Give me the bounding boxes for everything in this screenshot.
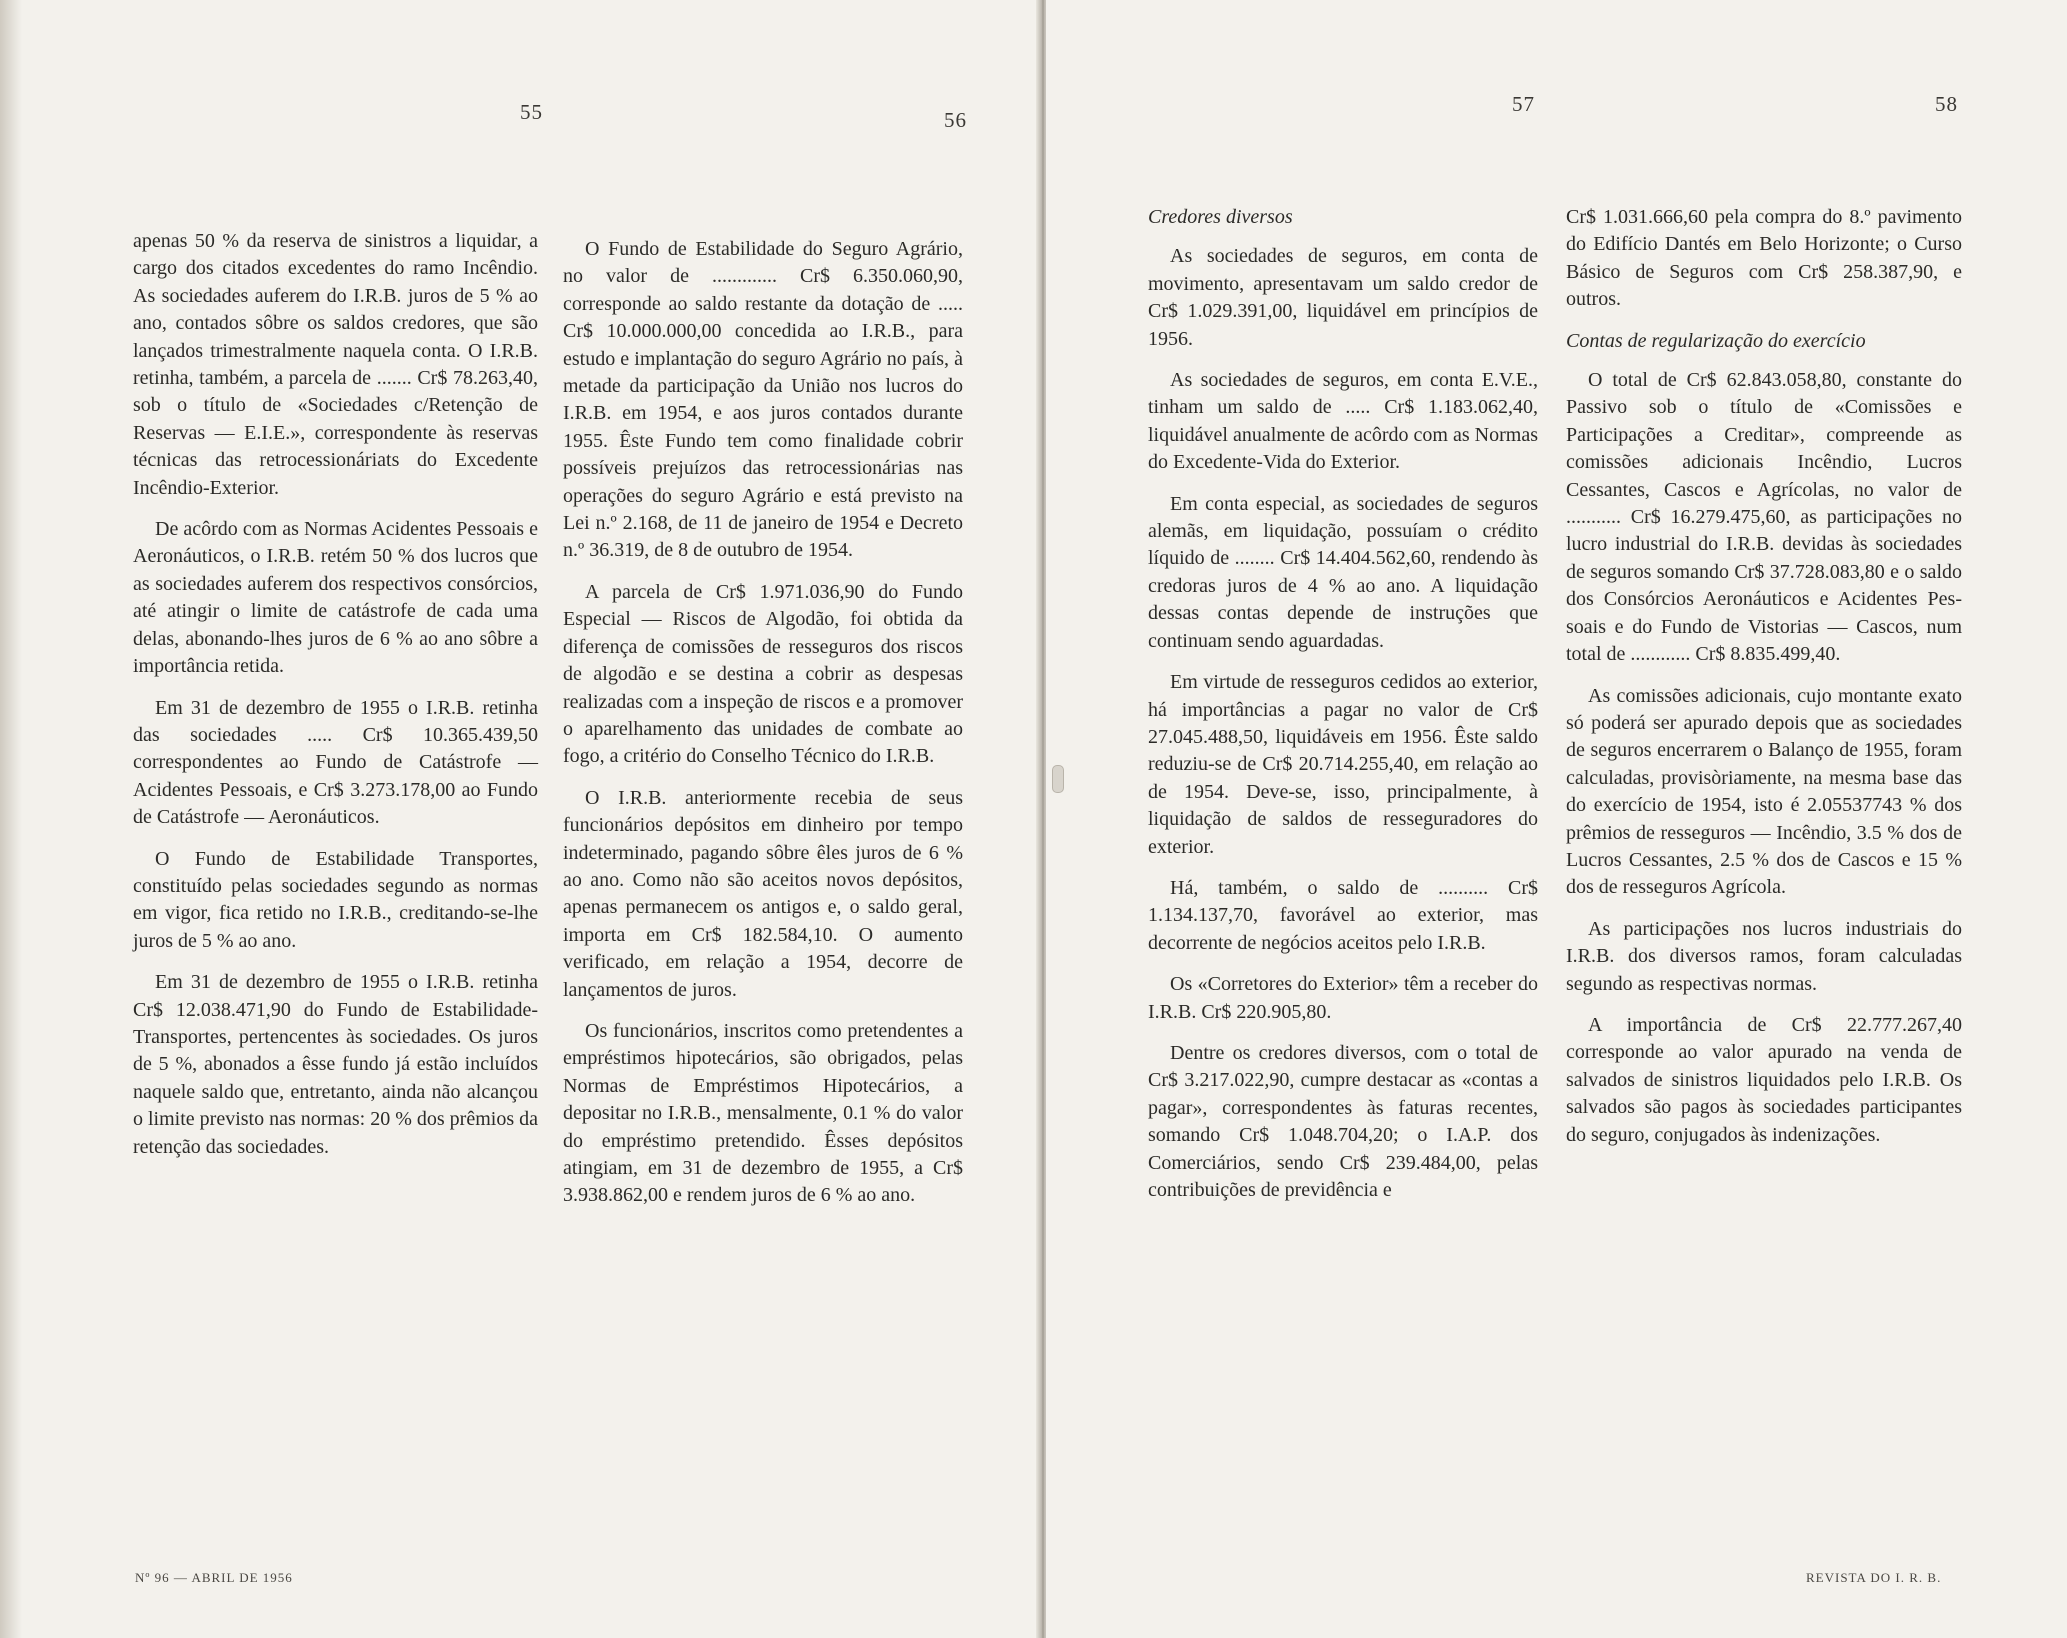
footer-journal: REVISTA DO I. R. B. (1806, 1570, 1942, 1585)
paragraph: Em 31 de dezembro de 1955 o I.R.B. retinha Cr$ 12.038.471,90 do Fundo de Estabilidade-Transportes, pertencentes às sociedades. Os juros de 5 %, abonados a êsse fundo já estão incluídos naquele saldo que, entretanto, ainda não alcançou o limite previsto nas normas: 20 % dos prêmios da retenção das sociedades. (133, 971, 538, 1158)
column-page-58 (1566, 204, 1962, 1163)
section-heading: Credores diversos (1148, 206, 1293, 228)
page-number-55: 55 (520, 100, 543, 124)
paragraph: Há, também, o saldo de .......... Cr$ 1.134.137,70, favorável ao exterior, mas decorrente de negócios aceitos pelo I.R.B. (1148, 876, 1538, 954)
paragraph: Os «Corretores do Exterior» têm a receber do I.R.B. Cr$ 220.905,80. (1148, 973, 1538, 1023)
paragraph: As participações nos lucros industriais do I.R.B. dos diversos ramos, foram calculadas segundo as respectivas normas. (1566, 917, 1962, 995)
paragraph: O total de Cr$ 62.843.058,80, constante do Passivo sob o título de «Comissões e Participações a Creditar», compreende as comissões adicionais Incêndio, Lucros Cessantes, Cascos e Agrícolas, no valor de ........... Cr$ 16.279.475,60, as participações no lucro industrial do I.R.B. devidas às sociedades de seguros somando Cr$ 37.728.083,80 e o saldo dos Consórcios Aeronáuticos e Acidentes Pessoais e do Fundo de Vistorias — Cascos, num total de ............ Cr$ 8.835.499,40. (1566, 369, 1962, 666)
column-page-55 (133, 228, 538, 1175)
paragraph: A parcela de Cr$ 1.971.036,90 do Fundo Especial — Riscos de Algodão, foi obtida da diferença de comissões de resseguros dos riscos de algodão e se destina a cobrir as despesas realizadas com a inspeção de riscos e a promover o aparelhamento das unidades de combate ao fogo, a critério do Conselho Técnico do I.R.B. (563, 580, 963, 768)
paragraph: Em virtude de resseguros cedidos ao exterior, há importâncias a pagar no valor de Cr$ 27.045.488,50, liquidáveis em 1956. Êste saldo reduziu-se de Cr$ 20.714.255,40, em relação ao de 1954. Deve-se, isso, principalmente, à liquidação de saldos de resseguradores do exterior. (1148, 671, 1538, 858)
paragraph: O Fundo de Estabilidade Transportes, constituído pelas sociedades segundo as normas em vigor, fica retido no I.R.B., creditando-se-lhe juros de 5 % ao ano. (133, 847, 538, 952)
paragraph: Em conta especial, as sociedades de seguros alemãs, em liquidação, possuíam o crédito líquido de ........ Cr$ 14.404.562,60, rendendo às credoras juros de 4 % ao ano. A liquidação dessas contas depende de instruções que continuam sendo aguardadas. (1148, 492, 1538, 652)
paragraph: O Fundo de Estabilidade do Seguro Agrário, no valor de ............. Cr$ 6.350.060,90, corresponde ao saldo restante da dotação de ..... Cr$ 10.000.000,00 concedida ao I.R.B., para estudo e implantação do seguro Agrário no país, à metade da participação da União nos lucros do I.R.B. em 1954, e aos juros contados durante 1955. Êste Fundo tem como finalidade cobrir possíveis prejuízos das retrocessionárias nas operações do seguro Agrário e está previsto na Lei n.º 2.168, de 11 de janeiro de 1954 e Decreto n.º 36.319, de 8 de outubro de 1954. (563, 238, 963, 562)
paragraph: As comissões adicionais, cujo montante exato só poderá ser apurado depois que as sociedades de seguros encerrarem o Balanço de 1955, foram calculadas, provisòriamente, na mesma base das do exercício de 1954, isto é 2.05537743 % dos prêmios de resseguros — Incêndio, 3.5 % dos de Lucros Cessantes, 2.5 % dos de Cascos e 15 % dos de resseguros Agrícola. (1566, 684, 1962, 899)
column-page-56 (563, 236, 963, 1224)
footer-issue: Nº 96 — ABRIL DE 1956 (135, 1570, 293, 1585)
paragraph: Em 31 de dezembro de 1955 o I.R.B. retinha das sociedades ..... Cr$ 10.365.439,50 correspondentes ao Fundo de Catástrofe — Acidentes Pessoais, e Cr$ 3.273.178,00 ao Fundo de Catástrofe — Aeronáuticos. (133, 696, 538, 829)
paragraph: De acôrdo com as Normas Acidentes Pessoais e Aeronáuticos, o I.R.B. retém 50 % dos lucros que as sociedades auferem dos respectivos consórcios, até atingir o limite de catástrofe de cada uma delas, abonando-lhes juros de 6 % ao ano sôbre a importância retida. (133, 518, 538, 678)
page-edge-shadow (0, 0, 22, 1638)
page-number-57: 57 (1512, 92, 1535, 116)
paragraph: Dentre os credores diversos, com o total de Cr$ 3.217.022,90, cumpre destacar as «contas a pagar», correspondentes às faturas recentes, somando Cr$ 1.048.704,20; o I.A.P. dos Comerciários, sendo Cr$ 239.484,00, pelas contribuições de previdência e (1148, 1041, 1538, 1201)
paragraph: As sociedades de seguros, em conta de movimento, apresentavam um saldo credor de Cr$ 1.029.391,00, liquidável em princípios de 1956. (1148, 245, 1538, 350)
staple-mark (1052, 765, 1064, 793)
paragraph: apenas 50 % da reserva de sinistros a liquidar, a cargo dos citados excedentes do ramo Incêndio. As sociedades auferem do I.R.B. juros de 5 % ao ano, contados sôbre os saldos credores, que são lançados trimestralmente naquela conta. O I.R.B. retinha, também, a parcela de ....... Cr$ 78.263,40, sob o título de «Sociedades c/Retenção de Reservas — E.I.E.», correspondente às reservas técnicas das retrocessionáriats do Excedente Incêndio-Exterior. (133, 230, 538, 499)
paragraph: O I.R.B. anteriormente recebia de seus funcionários depósitos em dinheiro por tempo indeterminado, pagando sôbre êles juros de 6 % ao ano. Como não são aceitos novos depósitos, apenas permanecem os antigos e, o saldo geral, importa em Cr$ 182.584,10. O aumento verificado, em relação a 1954, decorre de lançamentos de juros. (563, 786, 963, 1001)
paragraph: As sociedades de seguros, em conta E.V.E., tinham um saldo de ..... Cr$ 1.183.062,40, liquidável anualmente de acôrdo com as Normas do Excedente-Vida do Exterior. (1148, 369, 1538, 474)
section-heading: Contas de regularização do exercício (1566, 329, 1866, 352)
paragraph: Os funcionários, inscritos como pretendentes a empréstimos hipotecários, são obrigados, pelas Normas de Empréstimos Hipotecários, a depositar no I.R.B., mensalmente, 0.1 % do valor do empréstimo pretendido. Êsses depósitos atingiam, em 31 de dezembro de 1955, a Cr$ 3.938.862,00 e rendem juros de 6 % ao ano. (563, 1019, 963, 1207)
column-page-57 (1148, 204, 1538, 1218)
paragraph: A importância de Cr$ 22.777.267,40 corresponde ao valor apurado na venda de salvados de sinistros liquidados pelo I.R.B. Os salvados são pagos às sociedades participantes do seguro, conjugados às indenizações. (1566, 1013, 1962, 1146)
paragraph: Cr$ 1.031.666,60 pela compra do 8.º pavimento do Edifício Dantés em Belo Horizonte; o Curso Básico de Seguros com Cr$ 258.387,90, e outros. (1566, 206, 1962, 311)
right-page (1046, 0, 2067, 1638)
page-number-58: 58 (1935, 92, 1958, 116)
page-number-56: 56 (944, 108, 967, 132)
